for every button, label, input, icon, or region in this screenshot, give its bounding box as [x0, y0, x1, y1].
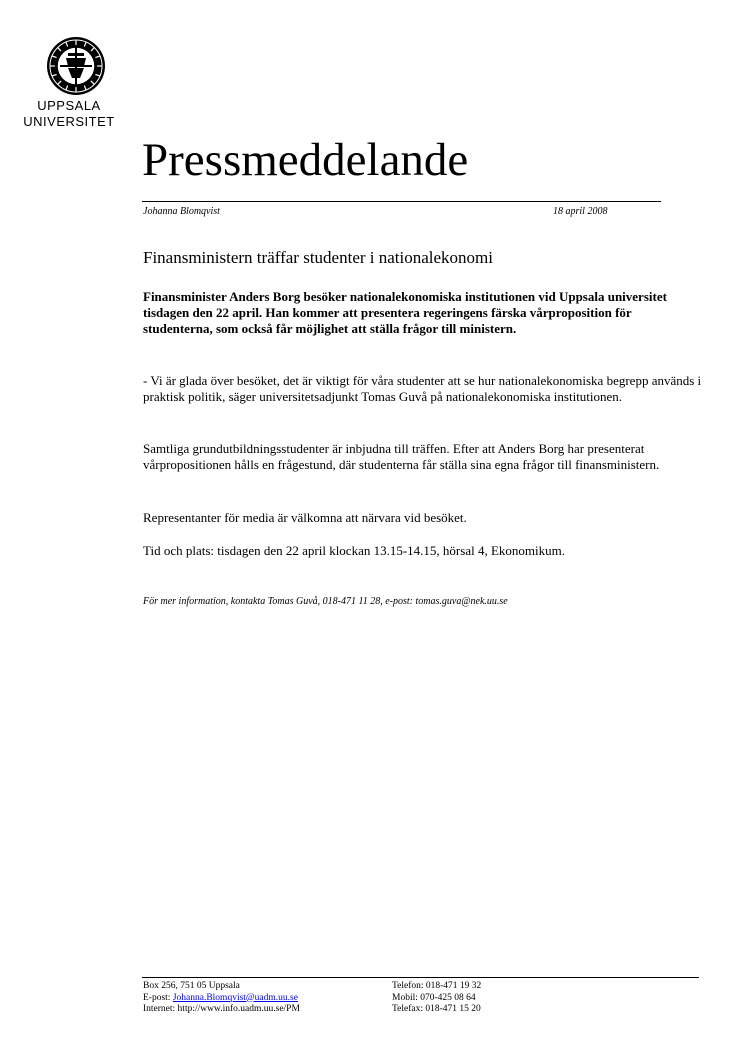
- university-name: [10, 98, 128, 130]
- footer-mobile: Mobil: 070-425 08 64: [392, 992, 476, 1003]
- footer-phone: Telefon: 018-471 19 32: [392, 981, 482, 991]
- article-headline: Finansministern träffar studenter i nationalekonomi: [143, 248, 493, 267]
- contact-note: För mer information, kontakta Tomas Guvå, 018-471 11 28, e-post: tomas.guva@nek.uu.se: [143, 596, 508, 607]
- university-seal-logo: [46, 36, 106, 96]
- release-date: 18 april 2008: [553, 206, 608, 217]
- footer-email-row: [143, 993, 300, 1005]
- university-line-1: UPPSALA: [37, 98, 101, 113]
- author-name: Johanna Blomqvist: [143, 206, 220, 217]
- footer-address: Box 256, 751 05 Uppsala: [143, 981, 240, 991]
- page-title: Pressmeddelande: [142, 134, 469, 186]
- body-paragraph-time-place: Tid och plats: tisdagen den 22 april klockan 13.15-14.15, hörsal 4, Ekonomikum.: [143, 543, 565, 558]
- footer-fax: Telefax: 018-471 15 20: [392, 1004, 481, 1014]
- body-paragraph-media: Representanter för media är välkomna att närvara vid besöket.: [143, 510, 467, 525]
- lead-paragraph: Finansminister Anders Borg besöker nationalekonomiska institutionen vid Uppsala universitet tisdagen den 22 april. Han kommer att presentera regeringens färska vårproposition för studenterna, som också får möjlighet att ställa frågor till ministern.: [143, 289, 667, 336]
- body-paragraph-invitation: Samtliga grundutbildningsstudenter är inbjudna till träffen. Efter att Anders Borg har presenterat vårpropositionen hålls en frågestund, där studenterna får ställa sina egna frågor till finansministern.: [143, 441, 660, 472]
- body-paragraph-quote: - Vi är glada över besöket, det är viktigt för våra studenter att se hur nationalekonomiska begrepp används i praktisk politik, säger universitetsadjunkt Tomas Guvå på nationalekonomiska institutionen.: [143, 373, 702, 404]
- footer-divider: [142, 977, 699, 978]
- footer-email-label: E-post:: [143, 992, 173, 1003]
- header-divider: [142, 201, 661, 202]
- university-line-2: UNIVERSITET: [23, 114, 115, 129]
- footer-right: [392, 981, 481, 1016]
- footer-email-link[interactable]: Johanna.Blomqvist@uadm.uu.se: [172, 992, 298, 1003]
- footer-left: [143, 981, 300, 1016]
- footer-internet: Internet: http://www.info.uadm.uu.se/PM: [143, 1004, 300, 1014]
